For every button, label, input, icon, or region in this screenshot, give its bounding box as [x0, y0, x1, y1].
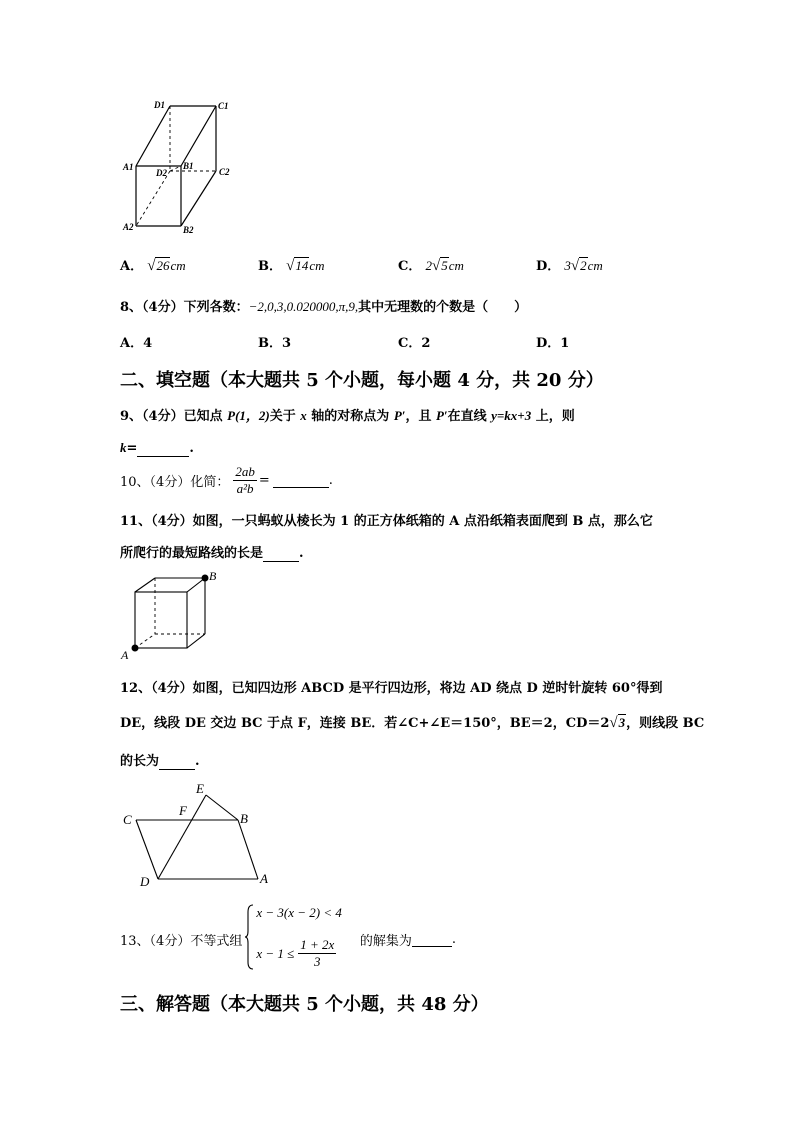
q7-option-c[interactable]: C． 2√5cm: [398, 258, 464, 274]
label-d1: D1: [154, 100, 165, 110]
inequality-2-left: x − 1 ≤: [256, 945, 295, 961]
label-b2: B2: [183, 225, 194, 235]
q13-question: 13、（4分）不等式组 x − 3(x − 2) < 4 x − 1 ≤ $\frac{1 + 2x}{3}$ 的解集为 .: [120, 905, 456, 969]
q11-question-line2: 所爬行的最短路线的长是 .: [120, 546, 304, 561]
label-c: C: [123, 812, 132, 827]
label-f: F: [179, 803, 187, 818]
label-c1: C1: [218, 101, 229, 111]
section-3-title: 三、解答题（本大题共 5 个小题，共 48 分）: [120, 994, 489, 1015]
q8-question: 8、（4分）下列各数：−2,0,3,0.020000,π,9,其中无理数的个数是（ ）: [120, 299, 528, 315]
label-a1: A1: [123, 162, 134, 172]
q7-option-b[interactable]: B． √14cm: [258, 258, 325, 274]
inequality-2-fraction: $\frac{1 + 2x}{3}$: [300, 937, 335, 969]
label-c2: C2: [219, 167, 230, 177]
cuboid-figure: [118, 96, 238, 238]
point-b: [202, 575, 209, 582]
label-a2: A2: [123, 222, 134, 232]
q9-question-line2: k= .: [120, 440, 194, 456]
point-a: [132, 645, 139, 652]
cube-figure: [115, 568, 225, 664]
inequality-1: x − 3(x − 2) < 4: [256, 905, 342, 920]
q9-question-line1: 9、（4分）已知点 P(1，2)关于 x 轴的对称点为 P′，且 P′在直线 y=kx+3 上，则: [120, 408, 575, 424]
label-d2: D2: [156, 168, 167, 178]
q11-answer-blank[interactable]: [263, 546, 299, 562]
section-2-title: 二、填空题（本大题共 5 个小题，每小题 4 分，共 20 分）: [120, 370, 604, 391]
label-a: A: [121, 648, 129, 662]
label-b1: B1: [183, 161, 194, 171]
label-d: D: [140, 874, 150, 889]
q12-question-line1: 12、（4分）如图，已知四边形 ABCD 是平行四边形，将边 AD 绕点 D 逆时针旋转 60°得到: [120, 681, 663, 696]
label-b: B: [209, 569, 217, 583]
q8-option-b[interactable]: B．3: [258, 336, 292, 351]
q12-question-line3: 的长为 .: [120, 754, 200, 769]
q8-option-c[interactable]: C．2: [398, 336, 431, 351]
q8-option-d[interactable]: D．1: [536, 336, 570, 351]
left-brace: [244, 904, 254, 970]
label-e: E: [196, 781, 204, 796]
parallelogram-figure: [118, 780, 278, 890]
inequality-system: [244, 904, 342, 970]
label-a: A: [260, 871, 268, 886]
q8-option-a[interactable]: A．4: [120, 336, 153, 351]
q9-answer-blank[interactable]: [137, 441, 189, 457]
q7-option-a[interactable]: A． √26cm: [120, 258, 186, 274]
q7-option-d[interactable]: D． 3√2cm: [536, 258, 603, 274]
q12-question-line2: DE，线段 DE 交边 BC 于点 F，连接 BE．若∠C+∠E＝150°，BE＝2，CD＝2√3，则线段 BC: [120, 715, 705, 731]
q10-question: 10、（4分）化简： $\frac{2ab}{\text{a²b}}$ = .: [120, 463, 333, 496]
label-b: B: [240, 811, 248, 826]
q11-question-line1: 11、（4分）如图，一只蚂蚁从棱长为 1 的正方体纸箱的 A 点沿纸箱表面爬到 B 点，那么它: [120, 514, 653, 529]
q10-answer-blank[interactable]: [273, 472, 329, 488]
q12-answer-blank[interactable]: [159, 754, 195, 770]
q10-fraction: $\frac{2ab}{\text{a²b}}$: [235, 463, 255, 496]
q13-answer-blank[interactable]: [412, 931, 452, 947]
